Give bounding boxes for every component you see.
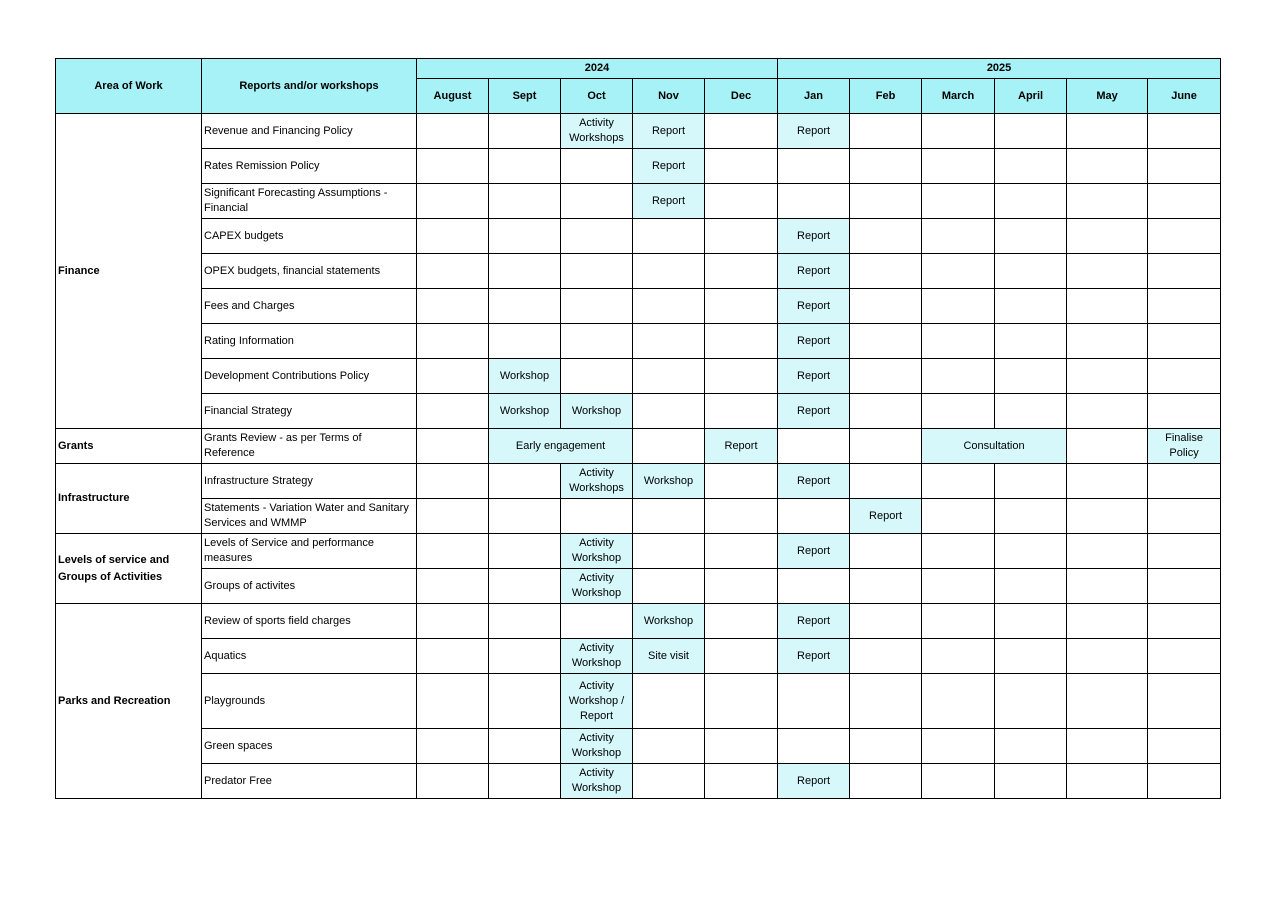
schedule-cell: Report	[778, 604, 850, 639]
header-month-nov: Nov	[633, 79, 705, 114]
table-row	[56, 114, 1221, 149]
schedule-cell: Report	[778, 324, 850, 359]
schedule-cell: Activity Workshop / Report	[561, 674, 633, 729]
row-item-label: CAPEX budgets	[202, 219, 417, 254]
section-parks-recreation: Parks and Recreation	[56, 604, 202, 799]
schedule-cell: Report	[778, 464, 850, 499]
table-row	[56, 674, 1221, 729]
table-row	[56, 604, 1221, 639]
schedule-cell: Site visit	[633, 639, 705, 674]
schedule-cell: Report	[633, 149, 705, 184]
header-month-feb: Feb	[850, 79, 922, 114]
header-month-sept: Sept	[489, 79, 561, 114]
table-row	[56, 149, 1221, 184]
header-month-jan: Jan	[778, 79, 850, 114]
table-row	[56, 219, 1221, 254]
schedule-cell: Workshop	[561, 394, 633, 429]
schedule-cell: Workshop	[633, 604, 705, 639]
row-item-label: Playgrounds	[202, 674, 417, 729]
schedule-cell: Activity Workshop	[561, 764, 633, 799]
table-row	[56, 289, 1221, 324]
table-row	[56, 464, 1221, 499]
schedule-cell: Workshop	[633, 464, 705, 499]
schedule-cell: Report	[850, 499, 922, 534]
schedule-cell: Report	[778, 289, 850, 324]
schedule-cell: Report	[633, 184, 705, 219]
row-item-label: Significant Forecasting Assumptions - Financial	[202, 184, 417, 219]
row-item-label: Groups of activites	[202, 569, 417, 604]
table-row	[56, 569, 1221, 604]
table-row	[56, 184, 1221, 219]
schedule-cell: Report	[778, 534, 850, 569]
schedule-cell: Report	[778, 254, 850, 289]
schedule-cell: Workshop	[489, 394, 561, 429]
row-item-label: OPEX budgets, financial statements	[202, 254, 417, 289]
row-item-label: Aquatics	[202, 639, 417, 674]
schedule-cell: Report	[633, 114, 705, 149]
header-area-of-work: Area of Work	[56, 59, 202, 114]
row-item-label: Revenue and Financing Policy	[202, 114, 417, 149]
table-row	[56, 534, 1221, 569]
header-month-april: April	[995, 79, 1067, 114]
table-row	[56, 499, 1221, 534]
schedule-cell: Report	[705, 429, 778, 464]
row-item-label: Fees and Charges	[202, 289, 417, 324]
schedule-cell: Report	[778, 114, 850, 149]
table-row	[56, 764, 1221, 799]
schedule-cell: Early engagement	[489, 429, 633, 464]
header-month-oct: Oct	[561, 79, 633, 114]
schedule-cell: Workshop	[489, 359, 561, 394]
schedule-cell: Activity Workshop	[561, 639, 633, 674]
section-infrastructure: Infrastructure	[56, 464, 202, 534]
table-row	[56, 394, 1221, 429]
schedule-cell: Report	[778, 639, 850, 674]
schedule-cell: Activity Workshop	[561, 729, 633, 764]
schedule-cell: Finalise Policy	[1148, 429, 1221, 464]
schedule-cell: Activity Workshops	[561, 114, 633, 149]
row-item-label: Review of sports field charges	[202, 604, 417, 639]
header-month-june: June	[1148, 79, 1221, 114]
schedule-cell: Activity Workshop	[561, 569, 633, 604]
schedule-cell: Consultation	[922, 429, 1067, 464]
row-item-label: Predator Free	[202, 764, 417, 799]
row-item-label: Statements - Variation Water and Sanitary Services and WMMP	[202, 499, 417, 534]
table-row	[56, 429, 1221, 464]
work-schedule-table	[55, 58, 1221, 799]
row-item-label: Grants Review - as per Terms of Reference	[202, 429, 417, 464]
table-row	[56, 359, 1221, 394]
header-month-march: March	[922, 79, 995, 114]
schedule-cell: Activity Workshops	[561, 464, 633, 499]
row-item-label: Infrastructure Strategy	[202, 464, 417, 499]
header-month-dec: Dec	[705, 79, 778, 114]
row-item-label: Green spaces	[202, 729, 417, 764]
row-item-label: Levels of Service and performance measures	[202, 534, 417, 569]
table-row	[56, 729, 1221, 764]
table-row	[56, 639, 1221, 674]
schedule-cell: Report	[778, 394, 850, 429]
row-item-label: Financial Strategy	[202, 394, 417, 429]
header-year-2024: 2024	[417, 59, 778, 79]
row-item-label: Rating Information	[202, 324, 417, 359]
section-levels-of-service: Levels of service and Groups of Activities	[56, 534, 202, 604]
section-grants: Grants	[56, 429, 202, 464]
header-month-may: May	[1067, 79, 1148, 114]
header-month-august: August	[417, 79, 489, 114]
schedule-cell: Report	[778, 764, 850, 799]
schedule-cell: Report	[778, 359, 850, 394]
row-item-label: Rates Remission Policy	[202, 149, 417, 184]
table-row	[56, 324, 1221, 359]
header-reports-workshops: Reports and/or workshops	[202, 59, 417, 114]
schedule-cell: Report	[778, 219, 850, 254]
row-item-label: Development Contributions Policy	[202, 359, 417, 394]
header-year-2025: 2025	[778, 59, 1221, 79]
schedule-cell: Activity Workshop	[561, 534, 633, 569]
section-finance: Finance	[56, 114, 202, 429]
table-row	[56, 254, 1221, 289]
